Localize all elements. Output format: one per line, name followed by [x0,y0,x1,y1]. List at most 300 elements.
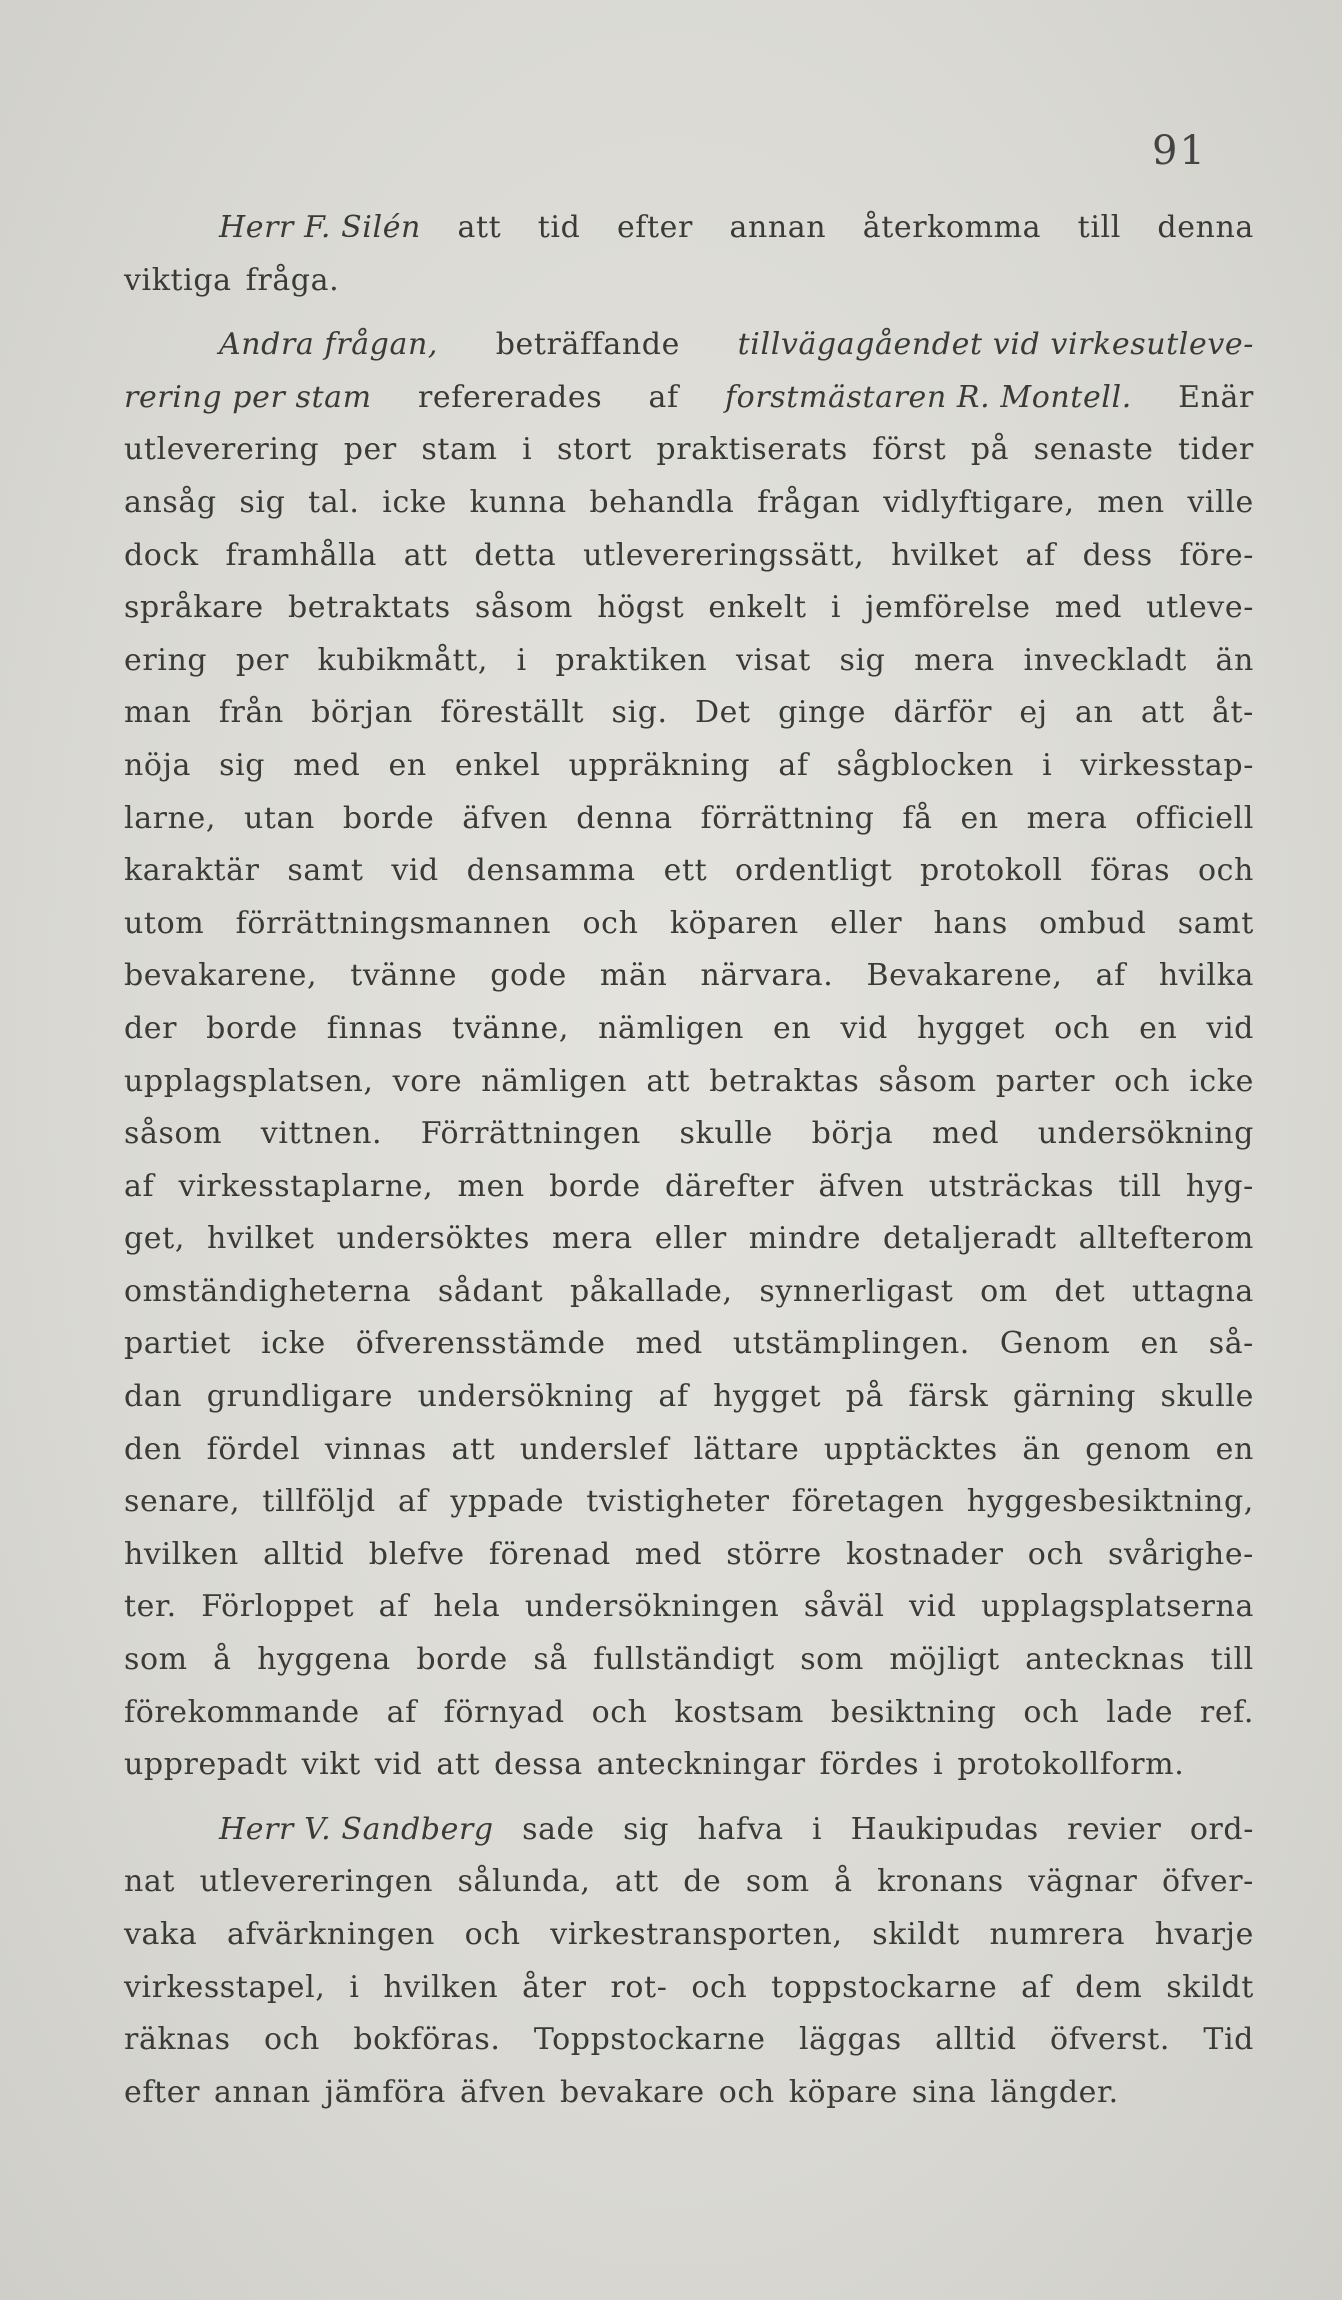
word: hvilket [206,1221,315,1257]
word: men [457,1168,525,1204]
word: äfven [460,2074,547,2110]
word: grundligare [206,1379,394,1415]
word: man [124,695,192,731]
word: skulle [679,1116,773,1152]
text-line [124,793,1254,846]
word: Haukipudas [850,1811,1039,1847]
word: af [658,1379,689,1415]
word: de [683,1864,722,1900]
word: vid [391,853,439,889]
word: åter [522,1969,587,2005]
word: förenad [488,1536,611,1572]
word: och [691,1969,748,2005]
word: praktiserats [656,432,848,468]
word: upplagsplatsen, [124,1063,374,1099]
word: gärning [1012,1379,1136,1415]
word: rot- [610,1969,668,2005]
word: förrättningsmannen [235,905,552,941]
word: virkesstaplarne, [178,1168,434,1204]
word: Genom [999,1326,1111,1362]
word: sig. [611,695,668,731]
word: öfverensstämde [355,1326,606,1362]
word: hafva [697,1811,784,1847]
word: nämligen [598,1010,745,1046]
word: utan [243,800,315,836]
word: ordentligt [735,853,893,889]
word: utleverering [124,432,320,468]
word: hvilket [891,537,999,573]
word: omständigheterna [124,1273,412,1309]
word: vikt [301,1747,361,1783]
word: förrättning [700,800,875,836]
word: det [1054,1273,1106,1309]
word: ering [124,642,208,678]
word: fördel [206,1431,301,1467]
word: och [718,2074,775,2110]
word: men [1097,484,1165,520]
word: än [1022,1431,1061,1467]
word: eller [654,1221,727,1257]
word: dessa [494,1747,583,1783]
word: af [378,1589,409,1625]
word: protokoll [920,853,1063,889]
word: mera [1026,800,1108,836]
word: senaste [1033,432,1154,468]
word: borde [206,1010,298,1046]
word: vid [374,1747,423,1783]
word: vidlyftigare, [883,484,1075,520]
word: ombud [1039,905,1147,941]
word: förekommande [124,1694,360,1730]
word: skildt [1166,1969,1254,2005]
word: partiet [124,1326,232,1362]
text-line [124,635,1254,688]
word: Bevakarene, [866,958,1063,994]
text-line [124,1856,1254,1909]
word: tillföljd [262,1484,376,1520]
word: af [397,1484,429,1520]
word: före- [1179,537,1254,573]
word: utlevereringen [199,1864,434,1900]
text-line [124,845,1254,898]
word: en [773,1010,812,1046]
word: vittnen. [260,1116,383,1152]
word: att [451,1431,496,1467]
word: officiell [1135,800,1254,836]
word: ansåg [124,484,217,520]
word: språkare [124,590,264,626]
word: behandla [589,484,735,520]
word: parter [995,1063,1096,1099]
word: att [614,1864,659,1900]
text-line [124,1108,1254,1161]
word: äfven [818,1168,905,1204]
word: bevakarene, [124,958,318,994]
word: köpare [788,2074,898,2110]
word: tvänne, [452,1010,570,1046]
word: per [235,642,289,678]
word: senare, [124,1484,241,1520]
word: förnyad [443,1694,565,1730]
word: efter [124,2074,201,2110]
word: betraktats [287,590,451,626]
word: kronans [877,1864,1004,1900]
word: föreställt [440,695,585,731]
word: synnerligast [759,1273,954,1309]
word: såsom [878,1063,977,1099]
word: af [386,1694,417,1730]
word: utsträckas [928,1168,1095,1204]
text-line [124,1909,1254,1962]
word: mindre [748,1221,862,1257]
word: alltid [263,1536,345,1572]
text-line [124,1476,1254,1529]
word: alltefterom [1078,1221,1254,1257]
word: dan [124,1379,183,1415]
word: fråga. [245,262,340,298]
word: dem [1075,1969,1143,2005]
word: samt [287,853,364,889]
word: en [1215,1431,1254,1467]
word: den [124,1431,183,1467]
word: Tid [1203,2022,1254,2058]
word: virkestransporten, [550,1917,843,1952]
word: utstämplingen. [732,1326,970,1362]
word: protokollform. [957,1747,1185,1783]
word: undersöktes [336,1221,530,1257]
text-line [124,424,1254,477]
word: bokföras. [353,2022,501,2058]
word: ej [1019,695,1048,731]
word: och [1027,1536,1084,1572]
word: så- [1208,1326,1254,1362]
word: vägnar [1028,1864,1138,1900]
word: och [464,1917,521,1952]
word: män [599,958,668,994]
word: därefter [664,1168,795,1204]
word: i [349,1969,360,2005]
word: å [834,1864,853,1900]
word: och [263,2022,320,2058]
word: en [960,800,999,836]
word: numrera [989,1917,1126,1952]
word: fullständigt [593,1642,775,1678]
word: denna [1157,210,1254,245]
word: Enär [1178,379,1254,415]
word: efter [616,210,693,245]
word: hvilka [1158,958,1254,994]
word: samt [1177,905,1254,941]
word: och [582,905,639,941]
word: en [388,747,427,783]
text-line [124,740,1254,793]
word: icke [261,1326,326,1362]
word: i [516,642,527,678]
word: praktiken [555,642,708,678]
word: Förrättningen [420,1116,641,1152]
word: virkesstap- [1080,747,1254,783]
word: virkesstapel, [124,1969,326,2005]
word: till [1118,1168,1162,1204]
text-line [124,1424,1254,1477]
word: från [218,695,284,731]
word: såsom [124,1116,223,1152]
word: sig [219,747,266,783]
word: i [933,1747,944,1783]
text-line [124,1266,1254,1319]
word: afvärkningen [226,1917,436,1952]
word: äfven [462,800,549,836]
word: eller [830,905,903,941]
word: en [1140,1326,1179,1362]
word: icke [1189,1063,1254,1099]
word: jemförelse [865,590,1031,626]
word: af [778,747,809,783]
word: finnas [326,1010,423,1046]
word: toppstockarne [771,1969,998,2005]
word: af [648,379,679,415]
word: tvänne [350,958,458,994]
word: utlevereringssätt, [583,537,865,573]
word: nat [124,1864,176,1900]
text-line [124,687,1254,740]
word: åt- [1211,695,1254,731]
word: möjligt [889,1642,1000,1678]
word: med [931,1116,1000,1152]
word: utom [124,905,205,941]
word: viktiga [124,262,232,298]
word: vid [909,1589,957,1625]
word: vaka [124,1917,198,1952]
word: enkelt [708,590,807,626]
word: ref. [1199,1694,1254,1730]
word: å [213,1642,232,1678]
word: vid [1206,1010,1254,1046]
word: borde [549,1168,641,1204]
word: på [845,1379,884,1415]
word: såväl [803,1589,885,1625]
text-line [124,477,1254,530]
word: upptäcktes [823,1431,998,1467]
word: get, [124,1221,185,1257]
word: med [293,747,361,783]
word: kunna [469,484,567,520]
word: till [1077,210,1121,245]
word: återkomma [862,210,1042,245]
word: sig [239,484,286,520]
word: större [726,1536,822,1572]
word: läggas [798,2022,902,2058]
word: närvara. [700,958,834,994]
word: om [980,1273,1028,1309]
word: sig [839,642,886,678]
word: kostnader [846,1536,1004,1572]
word: fördes [819,1747,920,1783]
word: visat [735,642,811,678]
word: sig [623,1811,670,1847]
word: jämföra [324,2074,446,2110]
word: annan [729,210,827,245]
word: tvistigheter [586,1484,770,1520]
word: refererades [417,379,603,415]
word: betraktas [709,1063,860,1099]
word: hygget [713,1379,822,1415]
word: denna [576,800,673,836]
word: underslef [519,1431,670,1467]
word: uppräkning [568,747,751,783]
word: som [800,1642,864,1678]
text-line [124,582,1254,635]
text-line [124,1687,1254,1740]
word: få [902,800,933,836]
word: an [1075,695,1114,731]
word: af [124,1168,155,1204]
word: och [1023,1694,1080,1730]
word: ett [663,853,708,889]
word: köparen [669,905,799,941]
word: lättare [693,1431,800,1467]
word: hans [933,905,1008,941]
word: hvarje [1154,1917,1254,1952]
word: färsk [908,1379,989,1415]
word: bevakare [560,2074,705,2110]
word: början [311,695,413,731]
word: att [403,537,448,573]
word: kubikmått, [317,642,489,678]
text-line [124,1962,1254,2015]
text-line [124,1318,1254,1371]
word: med [634,1536,703,1572]
text-line [124,255,1254,308]
word: ter. [124,1589,177,1625]
text-line [124,372,1254,425]
word: vid [840,1010,888,1046]
word: vore [392,1063,463,1099]
word: framhålla [225,537,377,573]
word: detta [474,537,557,573]
word: därför [893,695,993,731]
text-line [124,1371,1254,1424]
text-line [124,1634,1254,1687]
word: som [745,1864,810,1900]
word: Andra frågan, [219,327,439,363]
word: som [124,1642,188,1678]
word: tider [1178,432,1254,468]
text-line [124,202,1254,255]
word: sade [522,1811,595,1847]
word: stort [556,432,632,468]
text-line [124,1213,1254,1266]
word: ginge [778,695,867,731]
word: sådant [437,1273,544,1309]
word: med [1054,590,1123,626]
word: hyggena [257,1642,391,1678]
word: hyg- [1185,1168,1254,1204]
word: att [457,210,502,245]
word: upplagsplatserna [981,1589,1254,1625]
word: tal. [308,484,360,520]
page-number: 91 [1152,128,1207,174]
word: kostsam [674,1694,805,1730]
word: och [1114,1063,1171,1099]
word: revier [1067,1811,1162,1847]
word: utleve- [1146,590,1254,626]
word: anteckningar [596,1747,806,1783]
word: så [533,1642,568,1678]
word: blefve [368,1536,465,1572]
word: af [1095,958,1126,994]
word: ord- [1189,1811,1254,1847]
word: dock [124,537,199,573]
word: och [1197,853,1254,889]
word: frågan [757,484,861,520]
word: svårighe- [1107,1536,1254,1572]
text-line [124,319,1254,372]
word: sågblocken [836,747,1015,783]
word: karaktär [124,853,260,889]
word: annan [214,2074,311,2110]
word: gode [490,958,567,994]
word: densamma [466,853,636,889]
text-line [124,2067,1254,2120]
word: dess [1082,537,1153,573]
word: der [124,1010,178,1046]
word: skulle [1160,1379,1254,1415]
word: nöja [124,747,191,783]
word: Herr F. Silén [219,210,421,245]
word: per [343,432,397,468]
word: och [591,1694,648,1730]
word: påkallade, [569,1273,733,1309]
word: yppade [450,1484,565,1520]
word: hela [433,1589,501,1625]
word: antecknas [1025,1642,1186,1678]
word: med [635,1326,703,1362]
word: att [646,1063,691,1099]
word: skildt [872,1917,960,1952]
word: beträffande [495,327,680,363]
word: längder. [990,2074,1119,2110]
word: och [1054,1010,1111,1046]
text-line [124,898,1254,951]
word: ville [1187,484,1254,520]
word: uttagna [1131,1273,1254,1309]
text-line [124,1804,1254,1857]
word: Det [695,695,751,731]
word: rering per stam [124,379,372,415]
text-line [124,2014,1254,2067]
word: detaljeradt [883,1221,1057,1257]
word: företagen [791,1484,945,1520]
word: först [872,432,947,468]
word: vinnas [324,1431,427,1467]
word: tid [537,210,581,245]
word: enkel [454,747,541,783]
word: mera [551,1221,633,1257]
word: öfver- [1161,1864,1254,1900]
word: icke [382,484,447,520]
text-line [124,1581,1254,1634]
word: än [1215,642,1254,678]
word: en [1139,1010,1178,1046]
word: i [522,432,533,468]
word: af [1021,1969,1052,2005]
word: borde [342,800,435,836]
word: börja [811,1116,894,1152]
word: genom [1085,1431,1192,1467]
word: såsom [474,590,574,626]
word: undersökning [417,1379,634,1415]
